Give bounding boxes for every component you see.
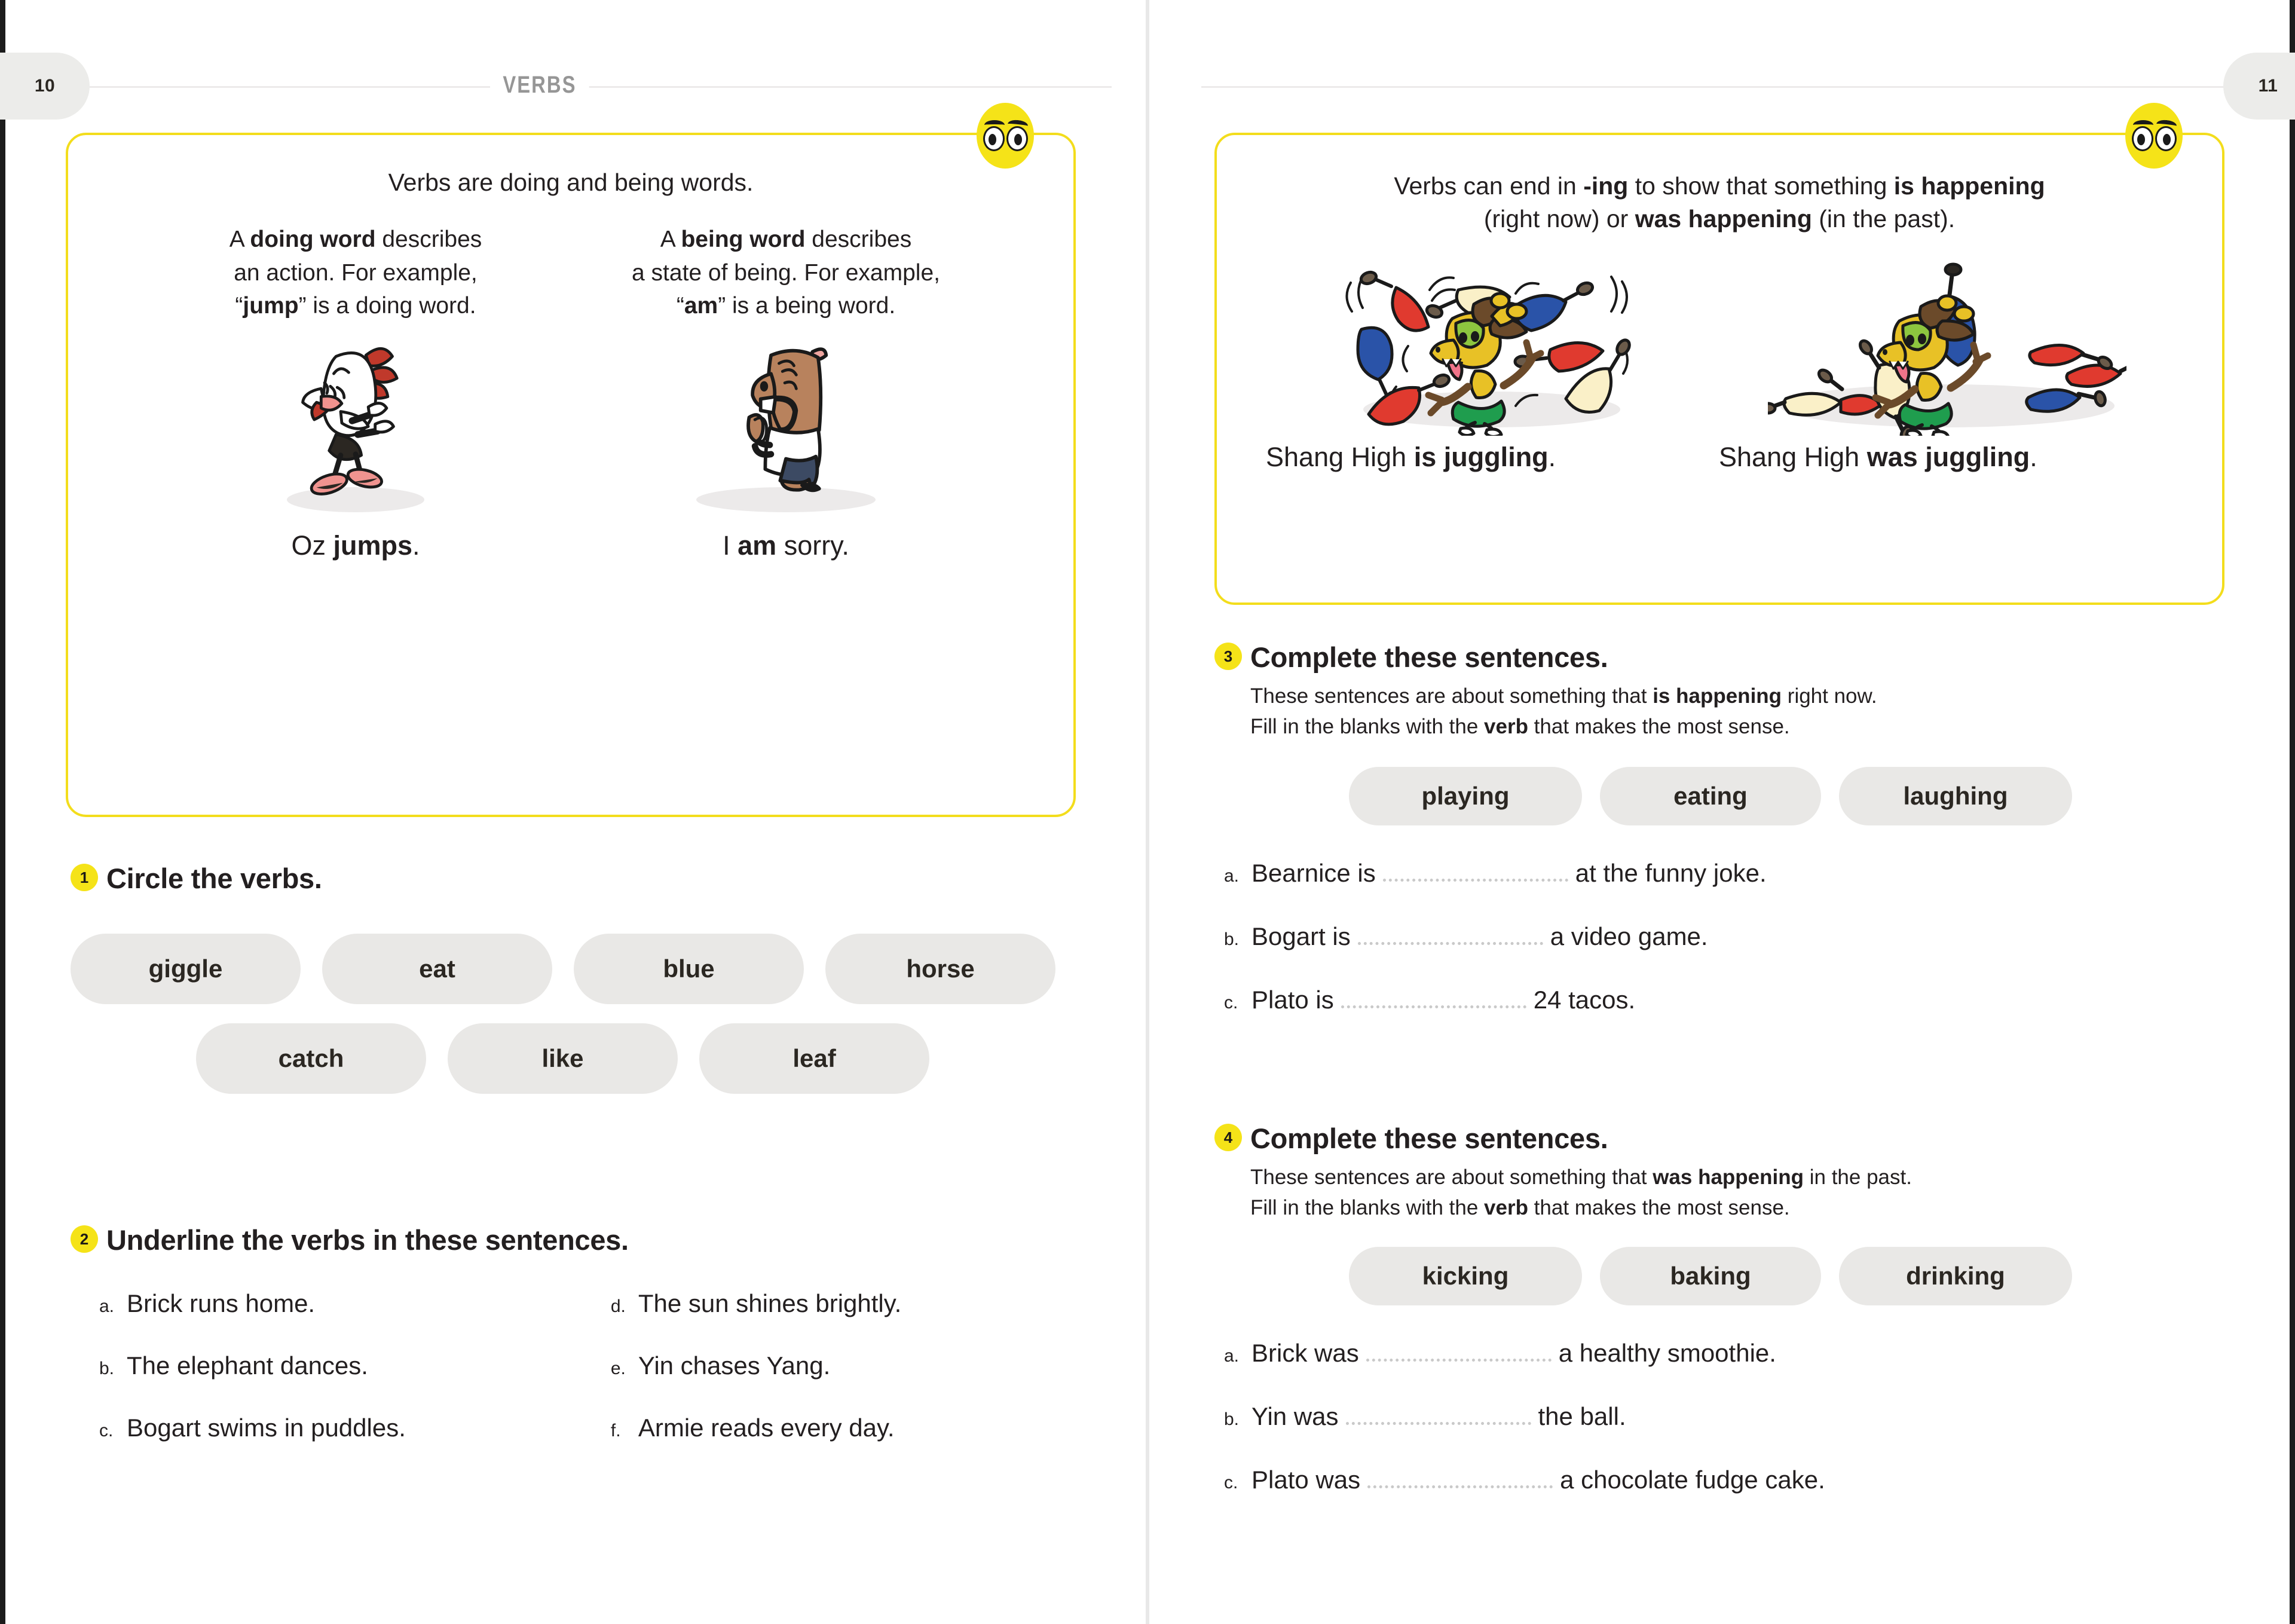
item-text bbox=[1251, 1402, 1626, 1431]
oz-cap-bold: jumps bbox=[333, 530, 413, 561]
item-text bbox=[1251, 859, 1767, 888]
e3-s1-pre: These sentences are about something that bbox=[1250, 684, 1653, 708]
exercise-3-subtitle bbox=[1250, 681, 2242, 742]
item-after: a chocolate fudge cake. bbox=[1560, 1466, 1825, 1494]
item-text[interactable]: Armie reads every day. bbox=[638, 1414, 895, 1442]
being-l3-post: ” is a being word. bbox=[718, 293, 896, 319]
item-after: at the funny joke. bbox=[1575, 859, 1767, 888]
jp-post: . bbox=[1548, 441, 1556, 472]
running-head-left bbox=[36, 72, 1112, 100]
eye-right-icon bbox=[2155, 124, 2177, 151]
exercise-3-sub-line-1 bbox=[1250, 681, 2242, 711]
exercise-4-heading bbox=[1214, 1124, 2242, 1153]
eyes-badge-left bbox=[977, 103, 1034, 169]
oz-cell bbox=[176, 338, 535, 561]
item-text[interactable]: The elephant dances. bbox=[127, 1351, 368, 1380]
e3-s1-post: right now. bbox=[1782, 684, 1877, 708]
running-head-right bbox=[1201, 72, 2277, 100]
e4-s2-bold: verb bbox=[1484, 1195, 1528, 1219]
exercise-2-number: 2 bbox=[71, 1225, 98, 1253]
exercise-1-title: Circle the verbs. bbox=[106, 863, 322, 894]
item-before: Yin was bbox=[1251, 1402, 1339, 1431]
item-before: Plato was bbox=[1251, 1466, 1361, 1494]
jg-bold: was juggling bbox=[1866, 441, 2030, 472]
word-chip-kicking[interactable]: kicking bbox=[1349, 1247, 1582, 1305]
exercise-3-items bbox=[1224, 859, 2242, 1014]
doing-word-line-2: an action. For example, bbox=[234, 259, 478, 286]
e3-s2-bold: verb bbox=[1484, 714, 1528, 738]
sentence-row bbox=[1224, 1339, 2242, 1368]
exercise-4-title: Complete these sentences. bbox=[1250, 1123, 1608, 1154]
sentence-row bbox=[99, 1414, 611, 1442]
juggling-past-cell bbox=[1741, 256, 2153, 436]
exercise-2 bbox=[71, 1225, 1087, 1442]
answer-blank[interactable] bbox=[1341, 988, 1526, 1008]
word-chip-baking[interactable]: baking bbox=[1600, 1247, 1821, 1305]
being-word-line-3 bbox=[607, 289, 965, 322]
page-number-right: 11 bbox=[2258, 76, 2278, 96]
answer-blank[interactable] bbox=[1367, 1468, 1553, 1488]
e3-s2-pre: Fill in the blanks with the bbox=[1250, 714, 1485, 738]
doing-l3-bold: jump bbox=[243, 293, 299, 319]
sentence-row bbox=[611, 1289, 1087, 1318]
exercise-1-heading bbox=[71, 864, 1087, 893]
eye-right-icon bbox=[1006, 124, 1028, 151]
plato-cap-bold: am bbox=[738, 530, 777, 561]
item-label: d. bbox=[610, 1296, 626, 1317]
exercise-4-items bbox=[1224, 1339, 2242, 1494]
word-chip-leaf[interactable]: leaf bbox=[699, 1023, 929, 1094]
exercise-4 bbox=[1214, 1124, 2242, 1494]
word-chip-blue[interactable]: blue bbox=[574, 934, 804, 1004]
exercise-3-heading bbox=[1214, 643, 2242, 672]
e3-s1-bold: is happening bbox=[1653, 684, 1782, 708]
exercise-3-sub-line-2 bbox=[1250, 712, 2242, 742]
e3-s2-post: that makes the most sense. bbox=[1528, 714, 1790, 738]
exercise-3-title: Complete these sentences. bbox=[1250, 641, 1608, 673]
item-text bbox=[1251, 986, 1635, 1014]
shang-high-juggling-past-icon bbox=[1768, 256, 2126, 436]
item-label: b. bbox=[99, 1359, 115, 1379]
word-chip-giggle[interactable]: giggle bbox=[71, 934, 301, 1004]
e4-s2-post: that makes the most sense. bbox=[1528, 1195, 1790, 1219]
rb-l2-bold: was happening bbox=[1635, 205, 1812, 233]
word-chip-catch[interactable]: catch bbox=[196, 1023, 426, 1094]
being-l1-post: describes bbox=[805, 227, 912, 253]
being-l1-bold: being word bbox=[681, 227, 806, 253]
juggling-illustrations bbox=[1246, 256, 2193, 436]
item-label: a. bbox=[1224, 1346, 1240, 1366]
word-chip-horse[interactable]: horse bbox=[825, 934, 1055, 1004]
exercise-1-number: 1 bbox=[71, 864, 98, 891]
page-tab-right bbox=[2223, 53, 2295, 120]
juggling-past-caption bbox=[1719, 442, 2173, 473]
oz-chicken-illustration bbox=[176, 338, 535, 517]
e4-s1-bold: was happening bbox=[1653, 1166, 1804, 1189]
word-chip-laughing[interactable]: laughing bbox=[1839, 767, 2072, 825]
page-number-left: 10 bbox=[34, 76, 56, 96]
jg-post: . bbox=[2030, 441, 2037, 472]
sentence-row bbox=[1224, 1466, 2242, 1494]
rb-l1-bold1: -ing bbox=[1583, 172, 1629, 200]
e4-s1-pre: These sentences are about something that bbox=[1250, 1166, 1653, 1189]
jg-pre: Shang High bbox=[1719, 441, 1867, 472]
being-l3-pre: “ bbox=[676, 293, 684, 319]
sentence-row bbox=[611, 1414, 1087, 1442]
exercise-2-columns bbox=[99, 1289, 1087, 1442]
page-tab-left bbox=[0, 53, 90, 120]
item-text[interactable]: Yin chases Yang. bbox=[638, 1351, 831, 1380]
e4-s1-post: in the past. bbox=[1804, 1166, 1912, 1189]
item-label: b. bbox=[1224, 1409, 1240, 1430]
rb-l2-pre: (right now) or bbox=[1483, 205, 1635, 233]
section-title: VERBS bbox=[490, 72, 589, 99]
oz-cap-post: . bbox=[412, 530, 420, 561]
page-gutter bbox=[1146, 0, 1149, 1624]
plato-cap-pre: I bbox=[723, 530, 738, 561]
item-label: a. bbox=[99, 1296, 115, 1317]
page-edge-left bbox=[0, 0, 5, 1624]
exercise-4-sub-line-1 bbox=[1250, 1163, 2242, 1192]
page-edge-right bbox=[2290, 0, 2295, 1624]
exercise-2-heading bbox=[71, 1225, 1087, 1255]
exercise-3-chips bbox=[1349, 767, 2242, 825]
left-box-characters bbox=[92, 338, 1049, 561]
jp-pre: Shang High bbox=[1266, 441, 1414, 472]
answer-blank[interactable] bbox=[1346, 1405, 1531, 1425]
item-text bbox=[1251, 1466, 1825, 1494]
item-after: 24 tacos. bbox=[1533, 986, 1636, 1014]
item-before: Bearnice is bbox=[1251, 859, 1376, 888]
sentence-row bbox=[1224, 922, 2242, 951]
sentence-row bbox=[611, 1351, 1087, 1380]
answer-blank[interactable] bbox=[1383, 861, 1568, 882]
right-box-lead-line-2 bbox=[1246, 203, 2193, 236]
shang-high-juggling-present-illustration bbox=[1286, 256, 1698, 436]
item-label: c. bbox=[1224, 993, 1238, 1013]
item-text[interactable]: Bogart swims in puddles. bbox=[127, 1414, 406, 1442]
sentence-row bbox=[99, 1289, 611, 1318]
exercise-3 bbox=[1214, 643, 2242, 1014]
item-before: Bogart is bbox=[1251, 922, 1351, 951]
being-word-line-1 bbox=[607, 223, 965, 256]
answer-blank[interactable] bbox=[1358, 925, 1543, 945]
juggling-present-cell bbox=[1286, 256, 1698, 436]
exercise-4-number: 4 bbox=[1214, 1124, 1242, 1151]
left-info-box bbox=[66, 133, 1076, 817]
word-chip-eating[interactable]: eating bbox=[1600, 767, 1821, 825]
doing-l1-pre: A bbox=[229, 227, 250, 253]
right-box-lead-line-1 bbox=[1246, 170, 2193, 203]
exercise-4-sub-line-2 bbox=[1250, 1193, 2242, 1223]
rb-l1-pre: Verbs can end in bbox=[1394, 172, 1584, 200]
word-chip-eat[interactable]: eat bbox=[322, 934, 552, 1004]
right-box-lead bbox=[1246, 170, 2193, 236]
item-text[interactable]: The sun shines brightly. bbox=[638, 1289, 902, 1318]
exercise-1-chip-row-1 bbox=[71, 934, 1087, 1004]
exercise-1 bbox=[71, 864, 1087, 1094]
plato-cell bbox=[607, 338, 965, 561]
being-l3-bold: am bbox=[684, 293, 718, 319]
item-label: c. bbox=[99, 1421, 114, 1441]
rb-l1-bold2: is happening bbox=[1893, 172, 2045, 200]
sentence-row bbox=[1224, 1402, 2242, 1431]
doing-word-line-3 bbox=[176, 289, 535, 322]
exercise-4-subtitle bbox=[1250, 1163, 2242, 1223]
jp-bold: is juggling bbox=[1413, 441, 1549, 472]
plato-man-illustration bbox=[607, 338, 965, 517]
plato-man-icon bbox=[711, 335, 861, 509]
exercise-2-column-right bbox=[611, 1289, 1087, 1442]
item-label: c. bbox=[1224, 1473, 1238, 1493]
item-after: a healthy smoothie. bbox=[1558, 1339, 1776, 1368]
sentence-row bbox=[1224, 859, 2242, 888]
item-label: e. bbox=[610, 1359, 626, 1379]
shang-high-juggling-past-illustration bbox=[1741, 256, 2153, 436]
juggling-present-caption bbox=[1266, 442, 1684, 473]
doing-l1-post: describes bbox=[375, 227, 482, 253]
right-info-box bbox=[1214, 133, 2224, 605]
rb-l1-mid: to show that something bbox=[1628, 172, 1894, 200]
item-before: Plato is bbox=[1251, 986, 1334, 1014]
being-word-column bbox=[607, 223, 965, 322]
plato-cap-post: sorry. bbox=[776, 530, 849, 561]
item-text bbox=[1251, 922, 1708, 951]
being-word-line-2: a state of being. For example, bbox=[632, 259, 940, 286]
item-label: a. bbox=[1224, 866, 1240, 886]
being-l1-pre: A bbox=[660, 227, 681, 253]
left-box-columns bbox=[92, 223, 1049, 322]
item-label: b. bbox=[1224, 929, 1240, 950]
exercise-2-column-left bbox=[99, 1289, 611, 1442]
left-box-lead: Verbs are doing and being words. bbox=[388, 169, 754, 196]
item-after: the ball. bbox=[1538, 1402, 1626, 1431]
doing-l3-post: ” is a doing word. bbox=[298, 293, 476, 319]
eye-left-icon bbox=[2132, 124, 2153, 151]
exercise-2-title: Underline the verbs in these sentences. bbox=[106, 1224, 629, 1256]
oz-chicken-icon bbox=[281, 333, 430, 506]
exercise-4-chips bbox=[1349, 1247, 2242, 1305]
eye-left-icon bbox=[983, 124, 1005, 151]
e4-s2-pre: Fill in the blanks with the bbox=[1250, 1195, 1485, 1219]
shang-high-juggling-present-icon bbox=[1324, 256, 1659, 436]
rb-l2-post: (in the past). bbox=[1811, 205, 1956, 233]
doing-word-column bbox=[176, 223, 535, 322]
doing-word-line-1 bbox=[176, 223, 535, 256]
sentence-row bbox=[1224, 986, 2242, 1014]
exercise-1-chip-row-2 bbox=[196, 1023, 1087, 1094]
doing-l1-bold: doing word bbox=[250, 227, 376, 253]
plato-caption bbox=[607, 530, 965, 561]
oz-cap-pre: Oz bbox=[291, 530, 333, 561]
doing-l3-pre: “ bbox=[235, 293, 243, 319]
header-rule-right bbox=[1201, 86, 2277, 88]
word-chip-like[interactable]: like bbox=[448, 1023, 678, 1094]
answer-blank[interactable] bbox=[1366, 1341, 1552, 1362]
item-text bbox=[1251, 1339, 1776, 1368]
word-chip-playing[interactable]: playing bbox=[1349, 767, 1582, 825]
eyes-badge-right bbox=[2125, 103, 2183, 169]
item-before: Brick was bbox=[1251, 1339, 1359, 1368]
oz-caption bbox=[176, 530, 535, 561]
item-after: a video game. bbox=[1550, 922, 1708, 951]
exercise-3-number: 3 bbox=[1214, 643, 1242, 670]
sentence-row bbox=[99, 1351, 611, 1380]
word-chip-drinking[interactable]: drinking bbox=[1839, 1247, 2072, 1305]
item-label: f. bbox=[610, 1421, 621, 1441]
item-text[interactable]: Brick runs home. bbox=[127, 1289, 316, 1318]
